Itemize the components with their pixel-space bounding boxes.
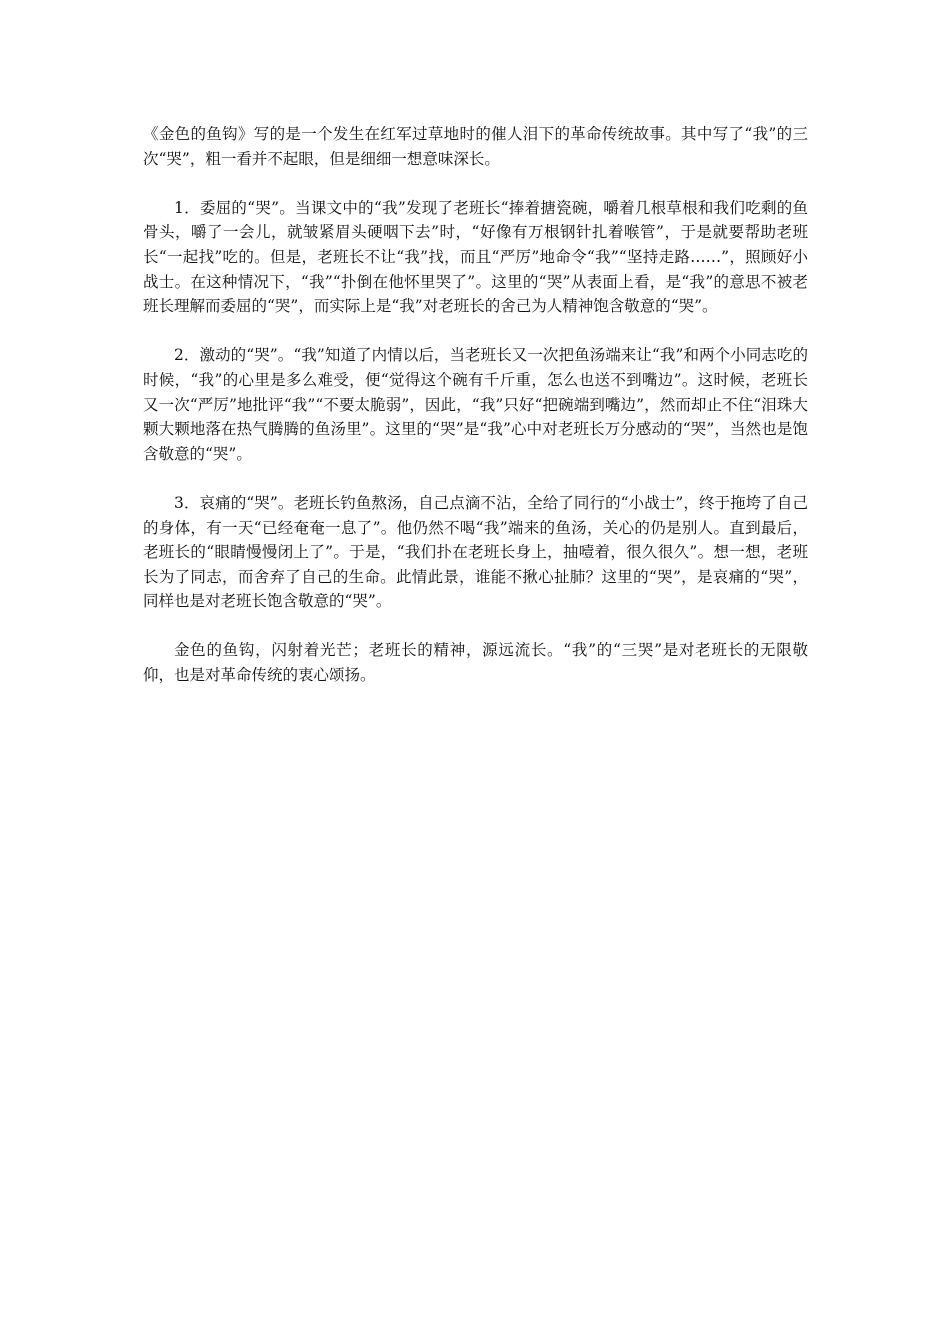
conclusion-paragraph: 金色的鱼钩，闪射着光芒；老班长的精神，源远流长。“我”的“三哭”是对老班长的无限敬仰，也是对革命传统的衷心颂扬。: [143, 641, 808, 685]
paragraph-grievance-cry: 1．委屈的“哭”。当课文中的“我”发现了老班长“捧着搪瓷碗，嚼着几根草根和我们吃剩的鱼骨头，嚼了一会儿，就皱紧眉头硬咽下去”时，“好像有万根钢针扎着喉管”，于是就要帮助老班长“一起找”吃的。但是，老班长不让“我”找，而且“严厉”地命令“我”“坚持走路……”，照顾好小战士。在这种情况下，“我”“扑倒在他怀里哭了”。这里的“哭”从表面上看，是“我”的意思不被老班长理解而委屈的“哭”，而实际上是“我”对老班长的舍己为人精神饱含敬意的“哭”。: [143, 198, 808, 316]
intro-paragraph: 《金色的鱼钩》写的是一个发生在红军过草地时的催人泪下的革命传统故事。其中写了“我”的三次“哭”，粗一看并不起眼，但是细细一想意味深长。: [143, 125, 808, 168]
paragraph-moved-cry: 2．激动的“哭”。“我”知道了内情以后，当老班长又一次把鱼汤端来让“我”和两个小同志吃的时候，“我”的心里是多么难受，便“觉得这个碗有千斤重，怎么也送不到嘴边”。这时候，老班长又一次“严厉”地批评“我”“不要太脆弱”，因此，“我”只好“把碗端到嘴边”，然而却止不住“泪珠大颗大颗地落在热气腾腾的鱼汤里”。这里的“哭”是“我”心中对老班长万分感动的“哭”，当然也是饱含敬意的“哭”。: [143, 346, 808, 463]
paragraph-grief-cry: 3．哀痛的“哭”。老班长钓鱼熬汤，自己点滴不沾，全给了同行的“小战士”，终于拖垮了自己的身体，有一天“已经奄奄一息了”。他仍然不喝“我”端来的鱼汤，关心的仍是别人。直到最后，老班长的“眼睛慢慢闭上了”。于是，“我们扑在老班长身上，抽噎着，很久很久”。想一想，老班长为了同志，而舍弃了自己的生命。此情此景，谁能不揪心扯肺？这里的“哭”，是哀痛的“哭”，同样也是对老班长饱含敬意的“哭”。: [143, 493, 808, 611]
document-body: [143, 122, 808, 688]
